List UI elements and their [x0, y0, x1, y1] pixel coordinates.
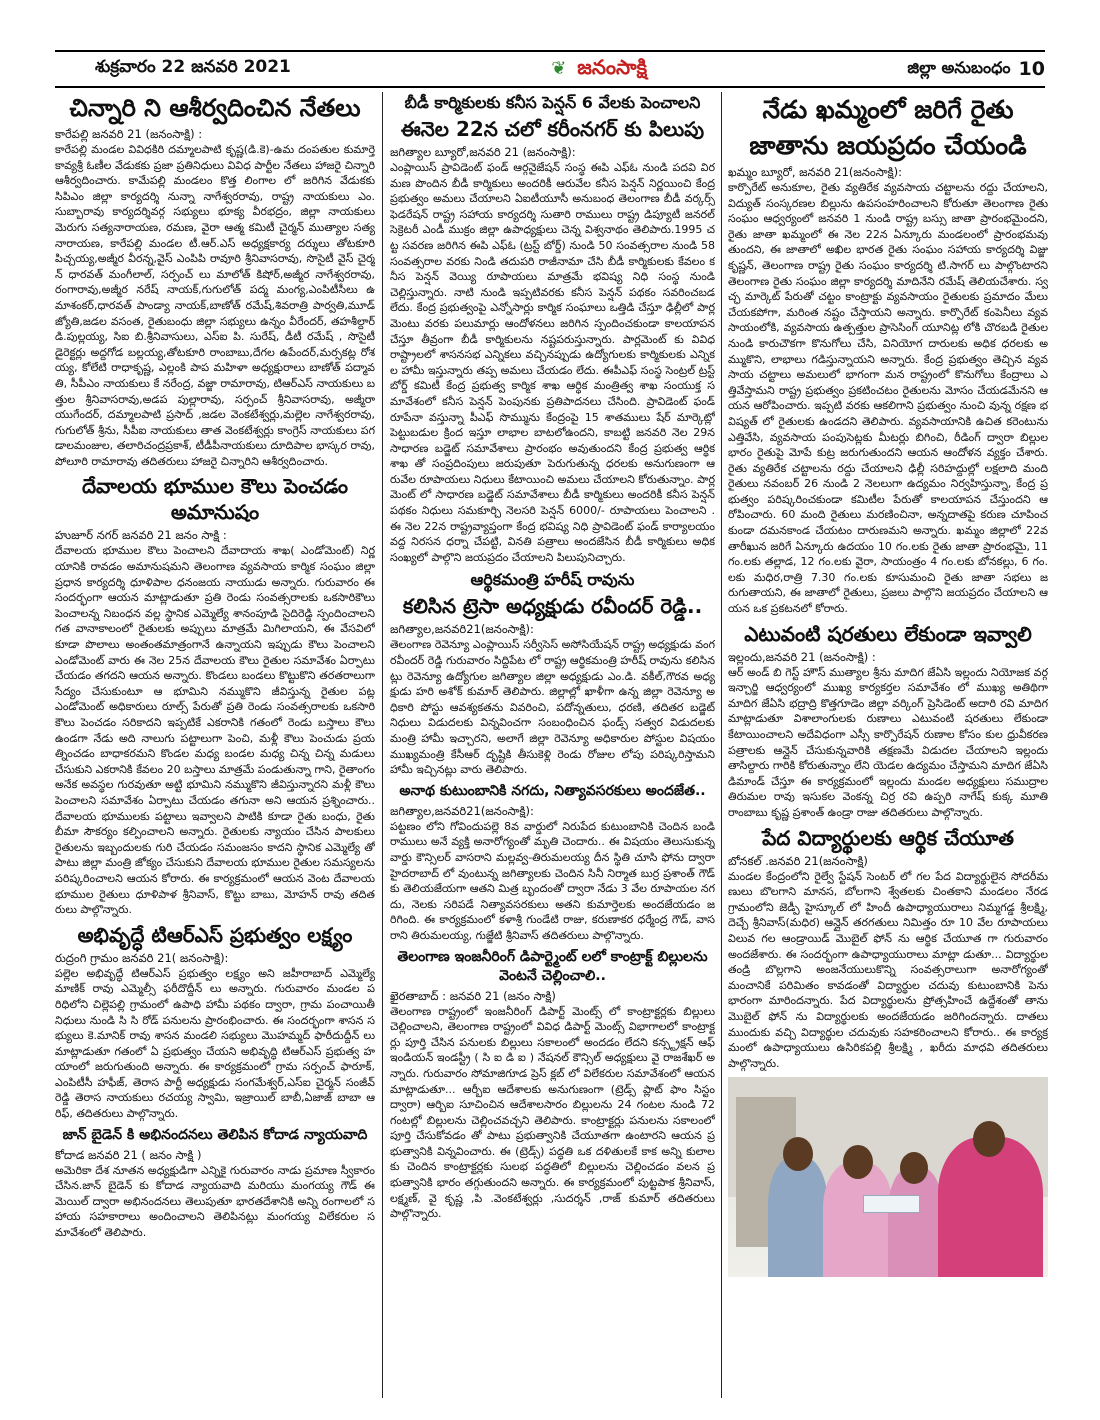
article-body: ఎంప్లాయిస్ ప్రావిడెంట్ ఫండ్ ఆర్గనైజేషన్ సంస్థ ఈపి ఎఫ్ఓ నుండి పదవి విరమణ పొందిన బీడీ కార్మికులు అందరికీ ఆరువేల కనీస పెన్షన్ నిర్ణయించి కేంద్ర ప్రభుత్వం అమలు చేయాలని ఏఐటీయూసీ అనుబంధ తెలంగాణ బీడీ వర్కర్స్ ఫెడరేషన్ రాష్ట్ర సహాయ కార్యదర్శి సుతారి రాములు రాష్ట్ర డిప్యూటీ జనరల్ సెక్రెటరీ ఎండీ ముక్రం జిల్లా ఉపాధ్యక్షులు చెన్న విశ్వనాథం తెలిపారు.1995 చట్ట సవరణ జరిగిన ఈపి ఎఫ్ఓ (ట్రస్ట్ బోర్డ్) నుండి 50 సంవత్సరాల నుండి 58 సంవత్సరాల వరకు నిండి తదుపరి రాజీనామా చేసి బీడీ కార్మికులకు కేవలం కనీస పెన్షన్ వెయ్యి రూపాయలు మాత్రమే భవిష్య నిధి సంస్థ నుండి చెల్లిస్తున్నారు. నాటి నుండి ఇప్పటివరకు కనీస పెన్షన్ పథకం సవరించబడ లేదు. కేంద్ర ప్రభుత్వంపై ఎన్నోసార్లు కార్మిక సంఘాలు ఒత్తిడి చేస్తూ ఢిల్లీలో పార్లమెంటు వరకు పలుమార్లు ఆందోళనలు జరిగిన స్పందించకుండా కాలయాపన చేస్తూ తీవ్రంగా బీడీ కార్మికులను నష్టపరుస్తున్నారు. పార్లమెంట్ కు వివిధ రాష్ట్రాలలో శాసనసభ ఎన్నికలు వచ్చినప్పుడు ఉద్యోగులకు కార్మికులకు ఎన్నికల హామీ ఇస్తున్నారు తప్ప అమలు చేయడం లేదు. ఈపీఎఫ్ సంస్థ సెంట్రల్ ట్రస్ట్ బోర్డ్ కమిటీ కేంద్ర ప్రభుత్వ కార్మిక శాఖ ఆర్థిక మంత్రిత్వ శాఖ సంయుక్త సమావేశంలో కనీస పెన్షన్ పెంపునకు ప్రతిపాదనలు చేసింది. ప్రావిడెంట్ ఫండ్ రూపేనా వస్తున్నా పీఎఫ్ సొమ్మును కేంద్రంపై 15 శాతములు షేర్ మార్కెట్లో పెట్టుబడుల క్రింద ఇస్తూ లాభాల బాటలోఉందని, కాబట్టి జనవరి నెల 29న సాధారణ బడ్జెట్ సమావేశాలు ప్రారంభం అవుతుందని కేంద్ర ప్రభుత్వ ఆర్థిక శాఖ తో సంప్రదింపులు జరుపుతూ పెరుగుతున్న ధరలకు అనుగుణంగా ఆరువేల రూపాయలు నిధులు కేటాయించి అమలు చేయాలని కోరుతున్నాం. పార్లమెంట్ లో సాధారణ బడ్జెట్ సమావేశాలు బీడీ కార్మికులు అందరికీ కనీస పెన్షన్ పథకం నిధులు సమకూర్చి నెలసరి పెన్షన్ 6000/- రూపాయలు పెంచాలని . ఈ నెల 22న రాష్ట్రవ్యాప్తంగా కేంద్ర భవిష్య నిధి ప్రావిడెంట్ ఫండ్ కార్యాలయం వద్ద నిరసన ధర్నా చేపట్టి, వినతి పత్రాలు అందజేసిన బీడీ కార్మికులు అధిక సంఖ్యలో పాల్గొని జయప్రదం చేయాలని పిలుపునిచ్చారు.: [390, 161, 715, 564]
article-development: [55, 922, 375, 1122]
article-rythu-jatha: [728, 92, 1048, 617]
article-kicker: ఆర్థికమంత్రి హరీష్ రావును: [470, 570, 635, 590]
article-headline: తెలంగాణ ఇంజనీరింగ్ డిపార్ట్మెంట్ లలో కాంట్రాక్ట్ బిల్లులను వెంటనే చెల్లించాలి..: [397, 948, 708, 984]
article-dateline: జగిత్యాల బ్యూరో,జనవరి 21 (జనంసాక్షి):: [390, 145, 576, 159]
article-temple-lands: [55, 473, 375, 917]
article-dateline: హుజూర్ నగర్ జనవరి 21 జనం సాక్షి :: [55, 528, 227, 543]
news-photo: [728, 1077, 1048, 1277]
article-dateline: బోనకల్ .జనవరి 21(జనంసాక్షి): [728, 853, 868, 868]
photo-person: [823, 1162, 893, 1277]
photo-person: [938, 1137, 1043, 1277]
article-body: తెలంగాణ రాష్ట్రంలో ఇంజనీరింగ్ డిపార్ట్ మెంట్స్ లో కాంట్రాక్టర్లకు బిల్లులు చెల్లించాలని, తెలంగాణ రాష్ట్రంలో వివిధ డిపార్ట్ మెంట్స్ విభాగాలలో కాంట్రాక్టర్లు పూర్తి చేసిన పనులకు బిల్లులు సకాలంలో అందడం లేదని కన్స్ట్రక్షన్ ఆఫ్ ఇండియన్ ఇండస్ట్రీ ( సి ఐ డి ఐ ) నేషనల్ కౌన్సిల్ అధ్యక్షులు వై రాజశేఖర్ అన్నారు. గురువారం సోమాజిగూడ ప్రెస్ క్లబ్ లో విలేకరుల సమావేశంలో ఆయన మాట్లాడుతూ... ఆర్బీఐ ఆదేశాలకు అనుగుణంగా (ట్రెడ్స్ ప్లాట్ ఫాం సిస్టం ద్వారా) ఆర్బిఐ సూచించిన ఆదేశాలసారం బిల్లులను 24 గంటల నుండి 72 గంటల్లో బిల్లులను చెల్లించవచ్చని తెలిపారు. కాంట్రాక్టర్లు పనులను సకాలంలో పూర్తి చేసుకోవడం తో పాటు ప్రభుత్వానికి చేయూతగా ఉంటారని ఆయన ప్రభుత్వానికి విన్నవించారు. ఈ (ట్రెడ్స్) పద్ధతి ఒక దళితులకే కాక అన్ని కులాలకు చెందిన కాంట్రాక్టర్లకు సులభ పద్ధతిలో బిల్లులను చెల్లించడం వలన ప్రభుత్వానికి భారం తగ్గుతుందని అన్నారు. ఈ కార్యక్రమంలో పుట్టపాక శ్రీనివాస్, లక్ష్మణ్, వై కృష్ణ ,పి .వెంకటేశ్వర్లు ,సుదర్శన్ ,రాజ్ కుమార్ తదితరులు పాల్గొన్నారు.: [390, 1004, 715, 1221]
article-headline: పేద విద్యార్థులకు ఆర్థిక చేయూత: [762, 825, 1014, 850]
article-biden: [55, 1126, 375, 1241]
article-tresa: [390, 569, 715, 777]
article-dateline: ఖైరతాబాద్ : జనవరి 21 (జనం సాక్షి): [390, 988, 556, 1003]
masthead: [55, 50, 1045, 88]
article-headline: అభివృద్ధే టిఆర్ఎస్ ప్రభుత్వం లక్ష్యం: [77, 922, 353, 947]
article-body: కారేపల్లి మండల వివిధకిరి దమ్మాలపాటి కృష్ణ(డి.కె)-ఉమ దంపతుల కుమార్తె కావ్యశ్రీ ఓణీల వేడుకకు ప్రజా ప్రతినిధులు వివిధ పార్టీల నేతలు హాజరై చిన్నారి ఆశీర్వదించారు. కామేపల్లి మండలం కొత్త లింగాల లో జరిగిన వేడుకకు సిపిఎం జిల్లా కార్యదర్శి నున్నా నాగేశ్వరరావు, రాష్ట్ర నాయకులు ఎం.సుబ్బారావు కార్యదర్శివర్గ సభ్యులు భూక్య వీరభద్రం, జిల్లా నాయకులు మెరుగు సత్యనారాయణ, రమణ, వైరా ఆత్మ కమిటీ చైర్మన్ ముత్యాల సత్యనారాయణ, కారేపల్లి మండల టీ.ఆర్.ఎస్ అధ్యక్షకార్య దర్శులు తోటకూరి పిచ్చయ్య,అజ్మీర వీరన్న,వైస్ ఎంపిపి రావూరి శ్రీనివాసరావు, సొసైటీ వైస్ చైర్మన్ ధారవత్ మంగీలాల్, సర్పంచ్ లు మాలోత్ కిషోర్,అజ్మీర నాగేశ్వరరావు, రంగారావు,అజ్మీర నరేష్ నాయక్,గుగులోత్ పద్మ మంగ్య,ఎంపిటీసీలు ఉమాశంకర్,ధారవత్ పాండ్యా నాయక్,బాణోత్ రమేష్,శివరాత్రి పార్వతి,మూడ్ జ్యోతి,జడల వసంత, రైతుబంధు జిల్లా సభ్యులు ఉన్నం వీరేందర్, తహశీల్దార్ డి.పుల్లయ్య, సిఐ బి.శ్రీనివాసులు, ఎస్ఐ పి. సురేష్, డీటీ రమేష్ , సొసైటీ డైరెక్టర్లు అద్దగోడ బల్లయ్య,తోటకూరి రాంబాబు,దేగల ఉపేందర్,మర్సకట్ల రోశయ్య, కోలేటి రాధాకృష్ణ, ఎల్లంకి పాప మహిళా అధ్యక్షురాలు బాణోత్ పద్మావతి, సీపీఎం నాయకులు కే నరేంద్ర, వజ్జా రామారావు, టిఆర్ఎస్ నాయకులు బత్తుల శ్రీనివాసరావు,అడప పుల్లారావు, సర్పంచ్ శ్రీనివాసరావు, అజ్మీరా యుగేందర్, దమ్మాలపాటి ప్రసాద్ ,జడల వెంకటేశ్వర్లు,మల్లెల నాగేశ్వరరావు, గుగులోత్ శ్రీను, సీపీఐ నాయకులు తాత వెంకటేశ్వర్లు కాంగ్రెస్ నాయకులు పగడాలమంజుల, తలారిచంద్రప్రకాశ్, టీడీపీనాయకులు దూదిపాల భాస్కర రావు, పోలూరి రామారావు తదితరులు హాజరై చిన్నారిని ఆశీర్వదించారు.: [55, 143, 375, 468]
article-dateline: కోదాడ జనవరి 21 ( జనం సాక్షి ): [55, 1147, 202, 1162]
photo-person: [768, 1157, 828, 1277]
section-name: జిల్లా అనుబంధం: [907, 57, 1011, 77]
column-divider: [721, 92, 722, 1398]
article-beedi-pension: [390, 92, 715, 565]
article-no-conditions: [728, 621, 1048, 821]
article-body: అమెరికా దేశ నూతన అధ్యక్షుడిగా ఎన్నికై గురువారం నాడు ప్రమాణ స్వీకారం చేసిన.జాన్ బైడెన్ కు కోదాడ న్యాయవాది మరియు మంగయ్య గౌడ్ ఈమెయిల్ ద్వారా అభినందనలు తెలుపుతూ భారతదేశానికి అన్ని రంగాలలో సహాయ సహకారాలు అందించాలని తెలిపినట్లు మంగయ్య విలేకరుల సమావేశంలో తెలిపారు.: [55, 1163, 375, 1240]
article-dateline: రుద్రంగి గ్రామం జనవరి 21( జనంసాక్షి):: [55, 950, 229, 965]
article-headline: కలిసిన ట్రెసా అధ్యక్షుడు రవీందర్ రెడ్డి..: [402, 594, 703, 619]
column-2: [390, 92, 715, 1398]
column-3: [728, 92, 1048, 1398]
article-kicker: బీడీ కార్మికులకు కనీస పెన్షన్ 6 వేలకు పెంచాలని: [404, 93, 701, 112]
paper-logo: [551, 55, 647, 84]
article-body: పల్లెల అభివృద్ధే టిఆర్ఎస్ ప్రభుత్వం లక్ష్యం అని జహీరాబాద్ ఎమ్మెల్యే మాణిక్ రావు ఎమ్మెల్సీ ఫరీదొద్దీన్ లు అన్నారు. గురువారం మండల పరిధిలోని చిల్లెపల్లి గ్రామంలో ఉపాధి హామీ పథకం ద్వారా, గ్రామ పంచాయితీ నిధులు నుండి సి సి రోడ్ పనులను ప్రారంభించారు. ఈ సందర్భంగా శాసన సభ్యులు కె.మానిక్ రావు శాసన మండలి సభ్యులు మొహమ్మద్ ఫారీదుద్దీన్ లు మాట్లాడుతూ గతంలో ఏ ప్రభుత్వం చేయని అభివృద్ధి టిఆర్ఎస్ ప్రభుత్వ హయాంలో జరుగుతుంది అన్నారు. ఈ కార్యక్రమంలో గ్రామ సర్పంచ్ ఫారూక్,ఎంపిటీసీ హఫీజ్, తెరాస పార్టీ అధ్యక్షుడు సంగమేశ్వర్,ఎస్‌ఐ చైర్మన్ సంజీవ్ రెడ్డి తెరాస నాయకులు రచయ్య స్వామి, ఇజ్రాయిల్ బాబీ,ఏజాజ్ బాబా ఆరిఫ్, తదితరులు పాల్గొన్నారు.: [55, 966, 375, 1121]
article-headline: జాన్ బైడెన్ కి అభినందనలు తెలిపిన కోదాడ న్యాయవాది: [62, 1126, 368, 1143]
article-headline: ఈనెల 22న చలో కరీంనగర్ కు పిలుపు: [400, 117, 705, 141]
article-student-aid: [728, 825, 1048, 1278]
article-blessing: [55, 92, 375, 469]
article-dateline: ఖమ్మం బ్యూరో, జనవరి 21(జనంసాక్షి):: [728, 165, 902, 179]
article-body: పట్టణం లోని గోవిందుపల్లె 8వ వార్డులో నిరుపేద కుటుంబానికి చెందిన బండి రాములు అనే వ్యక్తి అనారోగ్యంతో మృతి చెందారు.. ఈ విషయం తెలుసుకున్న వార్డు కౌన్సిలర్ వాసరాని మల్లవ్వ-తిరుమలయ్య దీన స్థితి చూసి ఫోను ద్వారా హైదరాబాద్ లో వుంటున్న జగిత్యాలకు చెందిన సినీ నిర్మాత బుర్ర ప్రశాంత్ గౌడ్ కు తెలియజేయగా ఆతని మిత్ర బృందంతో ద్వారా నేడు 3 వేల రూపాయల నగదు, నెలకు సరిపడే నిత్యావసరకులు అతని కుమార్తెలకు అందజేయడం జరిగింది. ఈ కార్యక్రమంలో కళాశ్రీ గుండేటి రాజు, కరుణాకర ధర్మేంద్ర గౌడ్, వాసరాని తిరుమలయ్య, గుజ్జేటి శ్రీనివాస్ తదితరులు పాల్గొన్నారు.: [390, 819, 715, 942]
article-body: మండల కేంద్రంలోని రైల్వే స్టేషన్ సెంటర్ లో గల పేద విద్యార్థులైన సోదరీమణులు బొలగాని మానస, బోలగాని శ్వేతలకు చింతకాని మండలం నేరడ గ్రామంలోని జెడ్పీ హైస్కూల్ లో హిందీ ఉపాధ్యాయురాలు నిమ్మగడ్డ శ్రీలక్ష్మి, దెచ్చే శ్రీనివాస్(మధిర) ఆన్లైన్ తరగతులు నిమిత్తం రూ 10 వేల రూపాయలు విలువ గల ఆండ్రాయిడ్ మొబైల్ ఫోన్ ను ఆర్థిక చేయూత గా గురువారం అందజేశారు. ఈ సందర్భంగా ఉపాధ్యాయురాలు మాట్లా డుతూ... విద్యార్థుల తండ్రి బొల్లగాని అంజనేయులుకొన్ని సంవత్సరాలుగా అనారోగ్యంతో మంచానికే పరిమితం కావడంతో విద్యార్థుల చదువు కుటుంబానికి పెను భారంగా మారిందన్నారు. పేద విద్యార్థులను ప్రోత్సహించే ఉద్దేశంతో తాను మొబైల్ ఫోన్ ను విద్యార్థులకు అందజేయడం జరిగిందన్నారు. దాతలు ముందుకు వచ్చి విద్యార్థుల చదువుకు సహకరించాలని కోరారు.. ఈ కార్యక్రమంలో ఉపాధ్యాయులు ఉసిరికపల్లి శ్రీలక్ష్మి , ఖరీదు మాధవి తదితరులు పాల్గొన్నారు.: [728, 869, 1048, 1070]
article-body: ఆర్ అండ్ బి గెస్ట్ హౌస్ ముత్యాల శ్రీను మాదిగ జేఏసి ఇల్లందు నియోజక వర్గ ఇన్చార్జి ఆధ్వర్యంలో ముఖ్య కార్యకర్తల సమావేశం లో ముఖ్య అతిథిగా మాదిగ జేఏసి భద్రాద్రి కొత్తగూడెం జిల్లా వర్కింగ్ ప్రెసిడెంట్ అదారి రవి మాదిగ మాట్లాడుతూ విశాలాంగులకు రుణాలు ఎటువంటి షరతులు లేకుండా కేటాయించాలని అదేవిధంగా ఎస్సీ కార్పొరేషన్ రుణాల కోసం కుల ధ్రువీకరణ పత్రాలకు ఆన్లైన్ చేసుకున్నవారికి తక్షణమే విడుదల చేయాలని ఇల్లందు తాసిల్దారు గారికి కోరుతున్నాం లేని యెడల ఉద్యమం చేస్తామని మాదిగ జేఏసి డిమాండ్ చేస్తూ ఈ కార్యక్రమంలో ఇల్లందు మండల అధ్యక్షులు సముద్రాల తిరుమల రావు ఇసుకల వెంకన్న చిర్ర రవి ఉప్పరి నాగేష్ కుక్క మూతి రాంబాబు కృష్ణ ప్రశాంత్ ఉండ్రా రాజు తదితరులు పాల్గొన్నారు.: [728, 665, 1048, 819]
article-body: దేవాలయ భూముల కౌలు పెంచాలని దేవాదాయ శాఖ( ఎండోమెంట్) నిర్ణయానికి రావడం అమానుషమని తెలంగాణ వ్యవసాయ కార్మిక సంఘం జిల్లా ప్రధాన కార్యదర్శి ధూళిపాల ధనంజయ నాయుడు అన్నారు. గురువారం ఈ సందర్భంగా ఆయన మాట్లాడుతూ ప్రతి రెండు సంవత్సరాలకు ఒకసారికౌలు పెంచాలన్న నిబంధన వల్ల స్థానిక ఎమ్మెల్యే శానంపూడి సైదిరెడ్డి స్పందించాలని గత వానాకాలంలో రైతులకు అప్పులు మాత్రమే మిగిలాయని, ఈ వేసవిలో కూడా పొలాలు అంతంతమాత్రంగానే ఉన్నాయని ఇప్పుడు కౌలు పెంచాలని ఎండోమెంట్ వారు ఈ నెల 25న దేవాలయ కౌలు రైతుల సమావేశం ఏర్పాటు చేయడం తగదని ఆయన అన్నారు. కొండలు బండలు కొట్టుకొని తరతరాలుగా సేద్యం చేసుకుంటూ ఆ భూమిని నమ్ముకొని జీవిస్తున్న రైతుల పట్ల ఎండోమెంట్ అధికారులు రూల్స్ పేరుతో ప్రతి రెండు సంవత్సరాలకు ఒకసారి కౌలు పెంచడం సరికాదని ఇప్పటికే ఎకరానికి గతంలో రెండు బస్తాలు కౌలు ఉండగా నేడు అది నాలుగు పట్టాలుగా పెంచి, మళ్లీ కౌలు పెంచుడు ప్రయత్నించడం బాధాకరమని కొండల మధ్య బండల మధ్య చిన్న చిన్న మడులు చేసుకుని ఎకరానికి కేవలం 20 బస్తాలు మాత్రమే పండుతున్నా గాని, రైతాంగం అనేక అవస్థల గురవుతూ అట్టి భూమిని నమ్ముకొని జీవిస్తున్నారని మళ్లీ కౌలు పెంచాలని సమావేశం ఏర్పాటు చేయడం తగునా అని ఆయన ప్రశ్నించారు.. దేవాలయ భూములకు పట్టాలు ఇవ్వాలని పాటికి కూడా రైతు బంధు, రైతు బీమా సౌకర్యం కల్పించాలని అన్నారు. రైతులకు న్యాయం చేసిన పాలకులు రైతులను ఇబ్బందులకు గురి చేయడం సమంజసం కాదని స్థానిక ఎమ్మెల్యే తో పాటు జిల్లా మంత్రి జోక్యం చేసుకుని దేవాలయ భూముల రైతుల సమస్యలను పరిష్కరించాలని ఆయన కోరారు. ఈ కార్యక్రమంలో ఆయన వెంట దేవాలయ భూముల రైతులు ధూళిపాళ శ్రీనివాస్, కొట్టు బాబు, మోహన్ రావు తదితరులు పాల్గొన్నారు.: [55, 544, 375, 917]
article-orphan-family: [390, 782, 715, 944]
article-headline: నేడు ఖమ్మంలో జరిగే రైతు జాతాను జయప్రదం చేయండి: [749, 95, 1027, 160]
article-headline: అనాథ కుటుంబానికి నగదు, నిత్యావసరకులు అందజేత..: [399, 782, 706, 799]
article-headline: చిన్నారి ని ఆశీర్వదించిన నేతలు: [69, 94, 361, 122]
article-dateline: కారేపల్లి జనవరి 21 (జనంసాక్షి) :: [55, 127, 203, 141]
article-body: కార్పొరేట్ అనుకూల, రైతు వ్యతిరేక వ్యవసాయ చట్టాలను రద్దు చేయాలని, విద్యుత్ సంస్కరణల బిల్లును ఉపసంహరించాలని కోరుతూ తెలంగాణ రైతు సంఘం ఆధ్వర్యంలో జనవరి 1 నుండి రాష్ట్ర బస్సు జాతా ప్రారంభమైందని, రైతు జాతా ఖమ్మంలో ఈ నెల 22న ఏన్కూరు మండలంలో ప్రారంభమవు తుందని, ఈ జాతాలో అఖిల భారత రైతు సంఘం సహాయ కార్యదర్శి విజ్జు కృష్ణన్, తెలంగాణ రాష్ట్ర రైతు సంఘం కార్యదర్శి టి.సాగర్ లు పాల్గొంటారని తెలంగాణ రైతు సంఘం జిల్లా కార్యదర్శి మాదినేని రమేష్ తెలియచేశారు. స్వచ్ఛ మార్కెట్ పేరుతో చట్టం కాంట్రాక్టు వ్యవసాయం రైతులకు ప్రమాదం మేలు చేయకపోగా, మరింత నష్టం చేస్తాయని అన్నారు. కార్పొరేట్ కంపెనీలు వ్యవసాయంలోకి, వ్యవసాయ ఉత్పత్తుల ప్రాసెసింగ్ యూనిట్ల లోకి చొరబడి రైతుల నుండి కారుచౌకగా కొనుగోలు చేసి, వినియోగ దారులకు అధిక ధరలకు అమ్ముకొని, లాభాలు గడిస్తున్నాయని అన్నారు. కేంద్ర ప్రభుత్వం తెచ్చిన వ్యవసాయ చట్టాలు అమలులో భాగంగా మన రాష్ట్రంలో కొనుగోలు కేంద్రాలు ఎత్తివేస్తామని రాష్ట్ర ప్రభుత్వం ప్రకటించటం రైతులను మోసం చేయడమేనని ఆయన ఆరోపించారు. ఇప్పటి వరకు ఆకలిగాని ప్రభుత్వం నుంచి వున్న రక్షణ భవిష్యత్ లో రైతులకు ఉండదని తెలిపారు. వ్యవసాయానికి ఉచిత కరెంటును ఎత్తివేసి, వ్యవసాయ పంపుసెట్లకు మీటర్లు బిగించి, రీడింగ్ ద్వారా బిల్లుల భారం రైతుపై మోపే కుట్ర జరుగుతుందని ఆయన ఆందోళన వ్యక్తం చేశారు. రైతు వ్యతిరేక చట్టాలను రద్దు చేయాలని ఢిల్లీ సరిహద్దుల్లో లక్షలాది మంది రైతులు నవంబర్ 26 నుండి 2 నెలలుగా ఉద్యమం నిర్వహిస్తున్నా, కేంద్ర ప్రభుత్వం పరిష్కరించకుండా కమిటీల పేరుతో కాలయాపన చేస్తుందని ఆరోపించారు. 60 మంది రైతులు మరణించినా, అన్నదాతపై కరుణ చూపించకుండా దమనకాండ చేయటం దారుణమని అన్నారు. ఖమ్మం జిల్లాలో 22వ తారీఖున జరిగే ఏన్కూరు ఉదయం 10 గం.లకు రైతు జాతా ప్రారంభమై, 11 గం.లకు తల్లాడ, 12 గం.లకు వైరా, సాయంత్రం 4 గం.లకు బోనకల్లు, 6 గం.లకు మధిర,రాత్రి 7.30 గం.లకు కూసుమంచి రైతు జాతా సభలు జరుగుతాయని, ఈ జాతాలో రైతులు, ప్రజలు పాల్గొని జయప్రదం చేయాలని ఆయన ఒక ప్రకటనలో కోరారు.: [728, 181, 1048, 616]
page-number: 10: [1018, 58, 1045, 80]
article-dateline: ఇల్లందు,జనవరి 21 (జనంసాక్షి) :: [728, 649, 876, 664]
article-contract-bills: [390, 948, 715, 1222]
article-headline: ఎటువంటి షరతులు లేకుండా ఇవ్వాలి: [744, 621, 1032, 646]
paper-name: జనంసాక్షి: [577, 54, 648, 79]
article-body: తెలంగాణ రెవెన్యూ ఎంప్లాయిస్ సర్వీసెస్ అసోసియేషన్ రాష్ట్ర అధ్యక్షుడు వంగ రవీందర్ రెడ్డి గురువారం సిద్దిపేట లో రాష్ట్ర ఆర్థికమంత్రి హరీష్ రావును కలిసినట్లు రెవెన్యూ ఉద్యోగుల జగిత్యాల జిల్లా అధ్యక్షుడు ఎం.డి. వకీల్,గౌరవ అధ్యక్షుడు హరి అశోక్ కుమార్ తెలిపారు. జిల్లాల్లో ఖాళీగా ఉన్న జిల్లా రెవెన్యూ అధికారి పోస్టు ఆవశ్యకతను వివరించి, పదోన్నతులు, ధరణి, తదితర బడ్జెట్ నిధులు విడుదలకు విన్నవించగా సంబంధించిన ఫండ్స్ సత్వర విడుదలకు మంత్రి హామీ ఇచ్చారని, అలాగే జిల్లా రెవెన్యూ అధికారుల పోస్టుల విషయం ముఖ్యమంత్రి కేసీఆర్ దృష్టికి తీసుకెళ్లి రెండు రోజుల లోపు పరిష్కరిస్తామని హామీ ఇచ్చినట్లు వారు తెలిపారు.: [390, 638, 715, 777]
issue-date: శుక్రవారం 22 జనవరి 2021: [95, 57, 291, 77]
section-info: [907, 58, 1045, 81]
article-headline: దేవాలయ భూముల కౌలు పెంచడం అమానుషం: [81, 474, 349, 525]
article-dateline: జగిత్యాల,జనవరి21(జనంసాక్షి):: [390, 803, 534, 818]
leaf-icon: ❦: [551, 58, 567, 79]
column-1: [55, 92, 375, 1398]
phone-box: [863, 1195, 920, 1213]
column-divider: [382, 92, 383, 1398]
article-dateline: జగిత్యాల,జనవరి21(జనంసాక్షి):: [390, 622, 534, 637]
